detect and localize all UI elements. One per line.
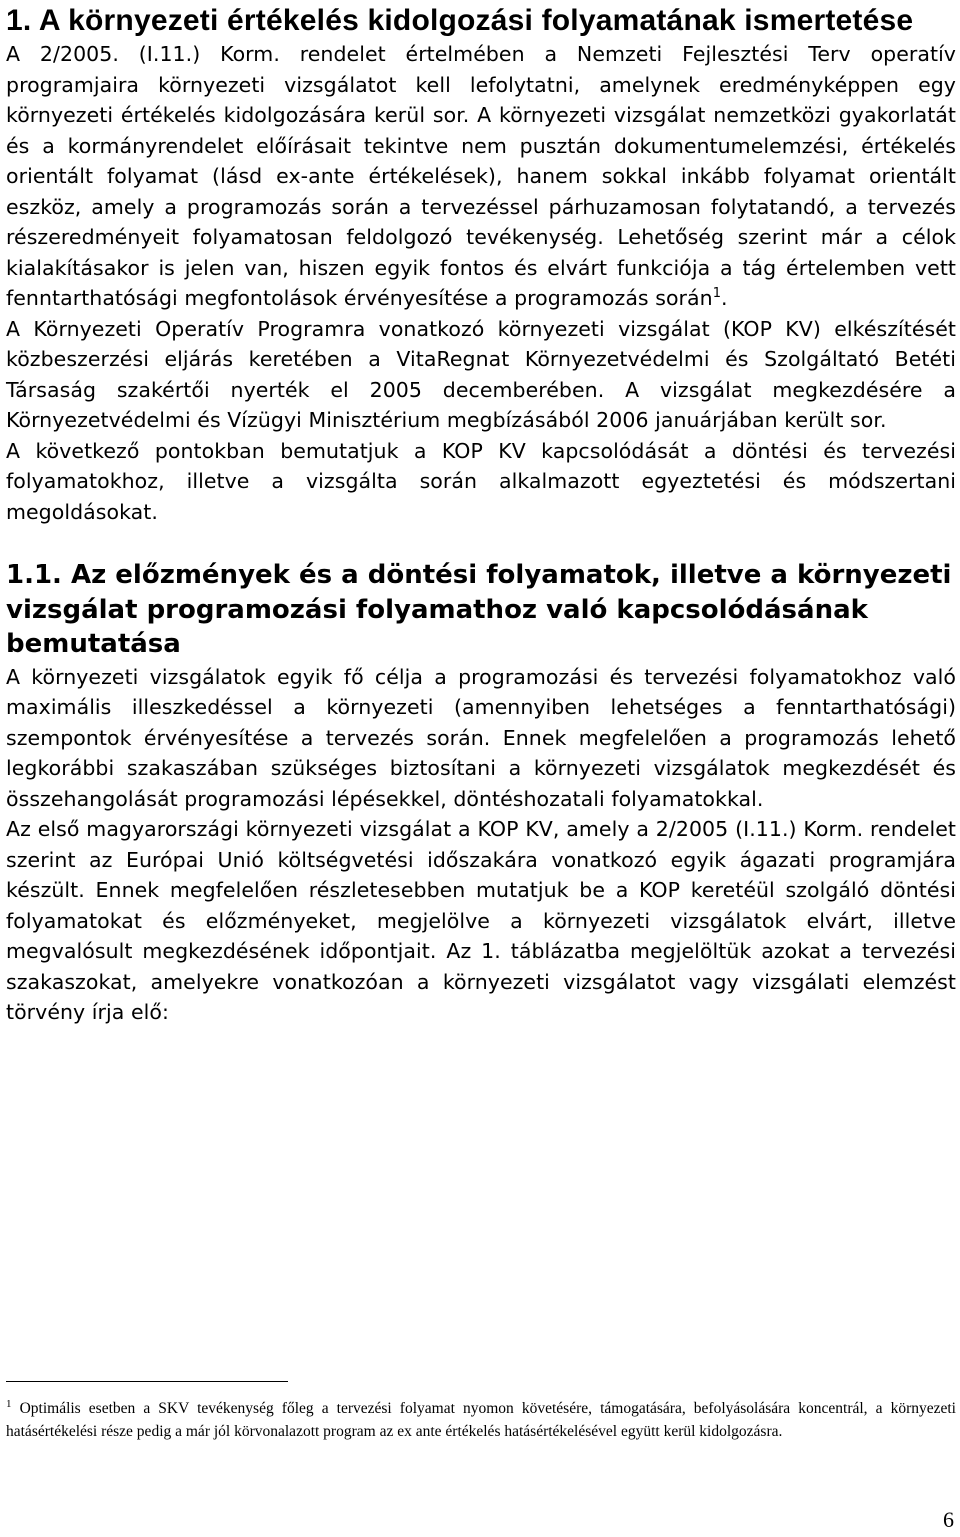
document-page <box>6 0 956 1028</box>
paragraph-intro-end: . <box>721 286 728 310</box>
paragraph-goals: A környezeti vizsgálatok egyik fő célja a programozási és tervezési folyamatokhoz való maximális illeszkedéssel a környezeti (amennyiben lehetséges a fenntarthatósági) szempontok érvényesítése a tervezés során. Ennek megfelelően a programozás lehető legkorábbi szakaszában szükséges biztosítani a környezeti vizsgálatok megkezdését és összehangolását programozási lépésekkel, döntéshozatali folyamatokkal. <box>6 664 956 811</box>
footnote-text: Optimális esetben a SKV tevékenység főleg a tervezési folyamat nyomon követésére, támogatására, befolyásolására koncentrál, a környezeti hatásértékelési része pedig a már jól körvonalazott program az ex ante értékelés hatásértékelésével együtt kerül kidolgozásra. <box>6 1400 956 1440</box>
paragraph-next-points: A következő pontokban bemutatjuk a KOP KV kapcsolódását a döntési és tervezési folyamatokhoz, illetve a vizsgálta során alkalmazott egyeztetési és módszertani megoldásokat. <box>6 438 956 524</box>
paragraph-intro-text: A 2/2005. (I.11.) Korm. rendelet értelmében a Nemzeti Fejlesztési Terv operatív programjaira környezeti vizsgálatot kell lefolytatni, amelynek eredményképpen egy környezeti értékelés kidolgozására kerül sor. A környezeti vizsgálat nemzetközi gyakorlatát és a kormányrendelet előírásait tekintve nem pusztán dokumentumelemzési, értékelés orientált folyamat (lásd ex-ante értékelések), hanem sokkal inkább folyamat orientált eszköz, amely a programozás során a tervezéssel párhuzamosan folytatandó, a tervezés részeredményeit folyamatosan feldolgozó tevékenység. Lehetőség szerint már a célok kialakításakor is jelen van, hiszen egyik fontos és elvárt funkciója a tág értelemben vett fenntarthatósági megfontolások érvényesítése a programozás során <box>6 42 956 310</box>
footnote-separator <box>6 1381 288 1382</box>
footnote <box>6 1397 956 1443</box>
subsection-heading: 1.1. Az előzmények és a döntési folyamatok, illetve a környezeti vizsgálat programozási folyamathoz való kapcsolódásának bemutatása <box>6 560 952 659</box>
paragraph-first-assessment: Az első magyarországi környezeti vizsgálat a KOP KV, amely a 2/2005 (I.11.) Korm. rendelet szerint az Európai Unió költségvetési időszakára vonatkozó egyik ágazati programjára készült. Ennek megfelelően részletesebben mutatjuk be a KOP keretéül szolgáló döntési folyamatokat és előzményeket, megjelölve a környezeti vizsgálatok elvárt, illetve megvalósult megkezdésének időpontjait. Az 1. táblázatba megjelöltük azokat a tervezési szakaszokat, amelyekre vonatkozóan a környezeti vizsgálatot vagy vizsgálati elemzést törvény írja elő: <box>6 817 956 1024</box>
footnote-reference[interactable]: 1 <box>712 286 722 302</box>
footnote-marker: 1 <box>6 1397 12 1410</box>
paragraph-intro <box>6 39 956 314</box>
page-number: 6 <box>943 1507 954 1532</box>
section-heading: 1. A környezeti értékelés kidolgozási folyamatának ismertetése <box>6 4 914 37</box>
paragraph-kop-kv: A Környezeti Operatív Programra vonatkozó környezeti vizsgálat (KOP KV) elkészítését közbeszerzési eljárás keretében a VitaRegnat Környezetvédelmi és Szolgáltató Betéti Társaság szakértői nyerték el 2005 decemberében. A vizsgálat megkezdésére a Környezetvédelmi és Vízügyi Minisztérium megbízásából 2006 januárjában került sor. <box>6 316 956 432</box>
